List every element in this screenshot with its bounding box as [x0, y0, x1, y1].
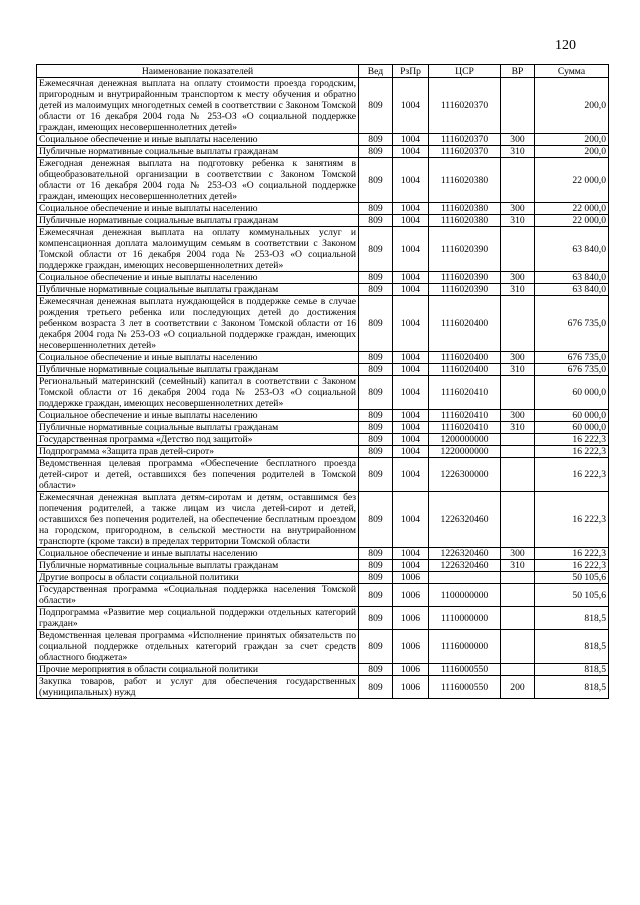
page-number: 120 [555, 38, 576, 53]
cell-vr [501, 607, 535, 630]
cell-name: Социальное обеспечение и иные выплаты населению [37, 272, 359, 284]
cell-rzpr: 1004 [393, 134, 429, 146]
cell-sum: 22 000,0 [535, 158, 609, 203]
cell-csr: 1220000000 [429, 446, 501, 458]
cell-ved: 809 [359, 158, 393, 203]
cell-vr [501, 158, 535, 203]
cell-ved: 809 [359, 422, 393, 434]
cell-sum: 676 735,0 [535, 296, 609, 352]
cell-csr: 1116020380 [429, 215, 501, 227]
cell-csr: 1100000000 [429, 584, 501, 607]
table-row [37, 410, 609, 422]
cell-csr: 1116020380 [429, 158, 501, 203]
cell-rzpr: 1006 [393, 607, 429, 630]
table-row [37, 284, 609, 296]
cell-csr: 1116020370 [429, 146, 501, 158]
cell-rzpr: 1004 [393, 422, 429, 434]
cell-vr [501, 446, 535, 458]
cell-rzpr: 1004 [393, 446, 429, 458]
cell-name: Публичные нормативные социальные выплаты гражданам [37, 364, 359, 376]
cell-ved: 809 [359, 410, 393, 422]
cell-vr [501, 572, 535, 584]
header-ved: Вед [359, 65, 393, 78]
cell-ved: 809 [359, 584, 393, 607]
table-row [37, 376, 609, 410]
cell-sum: 16 222,3 [535, 560, 609, 572]
cell-name: Социальное обеспечение и иные выплаты населению [37, 410, 359, 422]
cell-csr: 1110000000 [429, 607, 501, 630]
table-row [37, 296, 609, 352]
cell-ved: 809 [359, 607, 393, 630]
cell-csr: 1116000000 [429, 630, 501, 664]
cell-sum: 50 105,6 [535, 584, 609, 607]
cell-name: Ежемесячная денежная выплата на оплату коммунальных услуг и компенсационная доплата малоимущим семьям в соответствии с Законом Томской области от 16 декабря 2004 года № 253-ОЗ «О социальной поддержке граждан, имеющих несовершеннолетних детей» [37, 227, 359, 272]
cell-vr: 310 [501, 422, 535, 434]
table-row [37, 572, 609, 584]
cell-csr: 1116020410 [429, 410, 501, 422]
cell-ved: 809 [359, 284, 393, 296]
cell-csr [429, 572, 501, 584]
cell-name: Подпрограмма «Развитие мер социальной поддержки отдельных категорий граждан» [37, 607, 359, 630]
cell-name: Публичные нормативные социальные выплаты гражданам [37, 422, 359, 434]
cell-vr: 300 [501, 272, 535, 284]
cell-sum: 818,5 [535, 664, 609, 676]
cell-ved: 809 [359, 458, 393, 492]
cell-rzpr: 1004 [393, 146, 429, 158]
header-csr: ЦСР [429, 65, 501, 78]
cell-sum: 818,5 [535, 676, 609, 699]
cell-csr: 1116000550 [429, 664, 501, 676]
cell-csr: 1226320460 [429, 492, 501, 548]
cell-csr: 1116020410 [429, 422, 501, 434]
cell-ved: 809 [359, 572, 393, 584]
cell-name: Другие вопросы в области социальной политики [37, 572, 359, 584]
cell-sum: 22 000,0 [535, 215, 609, 227]
cell-name: Прочие мероприятия в области социальной политики [37, 664, 359, 676]
table-header-row [37, 65, 609, 78]
cell-sum: 16 222,3 [535, 458, 609, 492]
cell-ved: 809 [359, 434, 393, 446]
table-row [37, 630, 609, 664]
cell-vr: 310 [501, 146, 535, 158]
table-row [37, 584, 609, 607]
cell-sum: 63 840,0 [535, 227, 609, 272]
cell-sum: 16 222,3 [535, 446, 609, 458]
cell-ved: 809 [359, 630, 393, 664]
cell-vr [501, 376, 535, 410]
cell-rzpr: 1006 [393, 572, 429, 584]
cell-csr: 1116020390 [429, 272, 501, 284]
cell-rzpr: 1004 [393, 227, 429, 272]
table-row [37, 134, 609, 146]
cell-ved: 809 [359, 492, 393, 548]
cell-csr: 1226320460 [429, 548, 501, 560]
cell-rzpr: 1004 [393, 434, 429, 446]
cell-vr [501, 584, 535, 607]
table-row [37, 492, 609, 548]
cell-sum: 60 000,0 [535, 376, 609, 410]
cell-csr: 1116000550 [429, 676, 501, 699]
cell-sum: 818,5 [535, 607, 609, 630]
cell-rzpr: 1004 [393, 78, 429, 134]
cell-name: Государственная программа «Социальная поддержка населения Томской области» [37, 584, 359, 607]
cell-sum: 16 222,3 [535, 548, 609, 560]
header-name: Наименование показателей [37, 65, 359, 78]
cell-rzpr: 1004 [393, 203, 429, 215]
cell-ved: 809 [359, 352, 393, 364]
header-rzpr: РзПр [393, 65, 429, 78]
table-row [37, 446, 609, 458]
table-row [37, 607, 609, 630]
cell-sum: 200,0 [535, 134, 609, 146]
cell-sum: 16 222,3 [535, 434, 609, 446]
cell-rzpr: 1004 [393, 296, 429, 352]
cell-sum: 60 000,0 [535, 410, 609, 422]
cell-name: Ежемесячная денежная выплата детям-сиротам и детям, оставшимся без попечения родителей, а также лицам из числа детей-сирот и детей, оставшихся без попечения родителей, на обеспечение бесплатным проездом на городском, пригородном, в сельской местности на внутрирайонном транспорте (кроме такси) в пределах территории Томской области [37, 492, 359, 548]
cell-vr: 310 [501, 215, 535, 227]
cell-ved: 809 [359, 203, 393, 215]
cell-csr: 1226300000 [429, 458, 501, 492]
cell-name: Социальное обеспечение и иные выплаты населению [37, 548, 359, 560]
cell-vr [501, 492, 535, 548]
cell-vr [501, 664, 535, 676]
cell-name: Социальное обеспечение и иные выплаты населению [37, 134, 359, 146]
cell-csr: 1116020410 [429, 376, 501, 410]
cell-name: Публичные нормативные социальные выплаты гражданам [37, 284, 359, 296]
cell-rzpr: 1004 [393, 492, 429, 548]
cell-rzpr: 1004 [393, 284, 429, 296]
cell-ved: 809 [359, 78, 393, 134]
budget-table [36, 64, 609, 699]
cell-rzpr: 1004 [393, 560, 429, 572]
cell-rzpr: 1004 [393, 158, 429, 203]
cell-rzpr: 1006 [393, 676, 429, 699]
cell-name: Закупка товаров, работ и услуг для обеспечения государственных (муниципальных) нужд [37, 676, 359, 699]
cell-csr: 1116020400 [429, 364, 501, 376]
cell-rzpr: 1004 [393, 272, 429, 284]
cell-ved: 809 [359, 376, 393, 410]
cell-sum: 200,0 [535, 146, 609, 158]
cell-name: Ежегодная денежная выплата на подготовку ребенка к занятиям в общеобразовательной организации в соответствии с Законом Томской области от 16 декабря 2004 года № 253-ОЗ «О социальной поддержке граждан, имеющих несовершеннолетних детей» [37, 158, 359, 203]
header-vr: ВР [501, 65, 535, 78]
cell-vr: 300 [501, 548, 535, 560]
cell-vr: 200 [501, 676, 535, 699]
cell-name: Подпрограмма «Защита прав детей-сирот» [37, 446, 359, 458]
cell-csr: 1200000000 [429, 434, 501, 446]
cell-sum: 50 105,6 [535, 572, 609, 584]
cell-vr [501, 296, 535, 352]
cell-ved: 809 [359, 664, 393, 676]
cell-vr [501, 630, 535, 664]
cell-vr [501, 458, 535, 492]
table-row [37, 215, 609, 227]
cell-name: Государственная программа «Детство под защитой» [37, 434, 359, 446]
table-row [37, 364, 609, 376]
cell-name: Публичные нормативные социальные выплаты гражданам [37, 146, 359, 158]
cell-vr [501, 434, 535, 446]
cell-sum: 200,0 [535, 78, 609, 134]
table-row [37, 352, 609, 364]
cell-csr: 1116020370 [429, 134, 501, 146]
table-row [37, 548, 609, 560]
cell-vr: 300 [501, 134, 535, 146]
cell-ved: 809 [359, 560, 393, 572]
cell-ved: 809 [359, 364, 393, 376]
table-row [37, 458, 609, 492]
cell-ved: 809 [359, 446, 393, 458]
cell-ved: 809 [359, 227, 393, 272]
cell-ved: 809 [359, 296, 393, 352]
cell-csr: 1116020370 [429, 78, 501, 134]
cell-rzpr: 1004 [393, 352, 429, 364]
table-row [37, 676, 609, 699]
cell-rzpr: 1004 [393, 410, 429, 422]
cell-csr: 1116020390 [429, 227, 501, 272]
cell-vr: 300 [501, 203, 535, 215]
cell-name: Социальное обеспечение и иные выплаты населению [37, 203, 359, 215]
cell-name: Ежемесячная денежная выплата на оплату стоимости проезда городским, пригородным и внутрирайонным транспортом к месту обучения и обратно детей из малоимущих многодетных семей в соответствии с Законом Томской области от 16 декабря 2004 года № 253-ОЗ «О социальной поддержке граждан, имеющих несовершеннолетних детей» [37, 78, 359, 134]
cell-vr: 310 [501, 560, 535, 572]
cell-name: Публичные нормативные социальные выплаты гражданам [37, 215, 359, 227]
cell-sum: 676 735,0 [535, 364, 609, 376]
table-row [37, 158, 609, 203]
table-row [37, 422, 609, 434]
cell-ved: 809 [359, 215, 393, 227]
cell-vr [501, 78, 535, 134]
cell-sum: 818,5 [535, 630, 609, 664]
cell-name: Ведомственная целевая программа «Обеспечение бесплатного проезда детей-сирот и детей, оставшихся без попечения родителей в Томской области» [37, 458, 359, 492]
cell-sum: 22 000,0 [535, 203, 609, 215]
cell-csr: 1226320460 [429, 560, 501, 572]
cell-ved: 809 [359, 134, 393, 146]
cell-rzpr: 1006 [393, 584, 429, 607]
table-row [37, 203, 609, 215]
cell-ved: 809 [359, 548, 393, 560]
cell-rzpr: 1004 [393, 215, 429, 227]
cell-rzpr: 1006 [393, 664, 429, 676]
cell-sum: 676 735,0 [535, 352, 609, 364]
cell-rzpr: 1004 [393, 364, 429, 376]
cell-vr: 300 [501, 410, 535, 422]
table-row [37, 560, 609, 572]
cell-sum: 63 840,0 [535, 272, 609, 284]
cell-sum: 16 222,3 [535, 492, 609, 548]
cell-vr: 300 [501, 352, 535, 364]
cell-rzpr: 1004 [393, 458, 429, 492]
cell-vr [501, 227, 535, 272]
cell-vr: 310 [501, 364, 535, 376]
table-row [37, 434, 609, 446]
cell-rzpr: 1004 [393, 376, 429, 410]
cell-ved: 809 [359, 272, 393, 284]
cell-csr: 1116020400 [429, 296, 501, 352]
cell-name: Ежемесячная денежная выплата нуждающейся в поддержке семье в случае рождения третьего ребенка или последующих детей до достижения ребенком возраста 3 лет в соответствии с Законом Томской области от 16 декабря 2004 года № 253-ОЗ «О социальной поддержке граждан, имеющих несовершеннолетних детей» [37, 296, 359, 352]
cell-sum: 60 000,0 [535, 422, 609, 434]
table-row [37, 146, 609, 158]
cell-csr: 1116020390 [429, 284, 501, 296]
table-row [37, 78, 609, 134]
cell-rzpr: 1006 [393, 630, 429, 664]
cell-name: Публичные нормативные социальные выплаты гражданам [37, 560, 359, 572]
cell-vr: 310 [501, 284, 535, 296]
table-row [37, 664, 609, 676]
cell-name: Социальное обеспечение и иные выплаты населению [37, 352, 359, 364]
cell-csr: 1116020380 [429, 203, 501, 215]
cell-rzpr: 1004 [393, 548, 429, 560]
table-row [37, 272, 609, 284]
table-row [37, 227, 609, 272]
cell-name: Ведомственная целевая программа «Исполнение принятых обязательств по социальной поддержке отдельных категорий граждан за счет средств областного бюджета» [37, 630, 359, 664]
cell-ved: 809 [359, 146, 393, 158]
header-sum: Сумма [535, 65, 609, 78]
cell-name: Региональный материнский (семейный) капитал в соответствии с Законом Томской области от 16 декабря 2004 года № 253-ОЗ «О социальной поддержке граждан, имеющих несовершеннолетних детей» [37, 376, 359, 410]
cell-csr: 1116020400 [429, 352, 501, 364]
cell-sum: 63 840,0 [535, 284, 609, 296]
cell-ved: 809 [359, 676, 393, 699]
